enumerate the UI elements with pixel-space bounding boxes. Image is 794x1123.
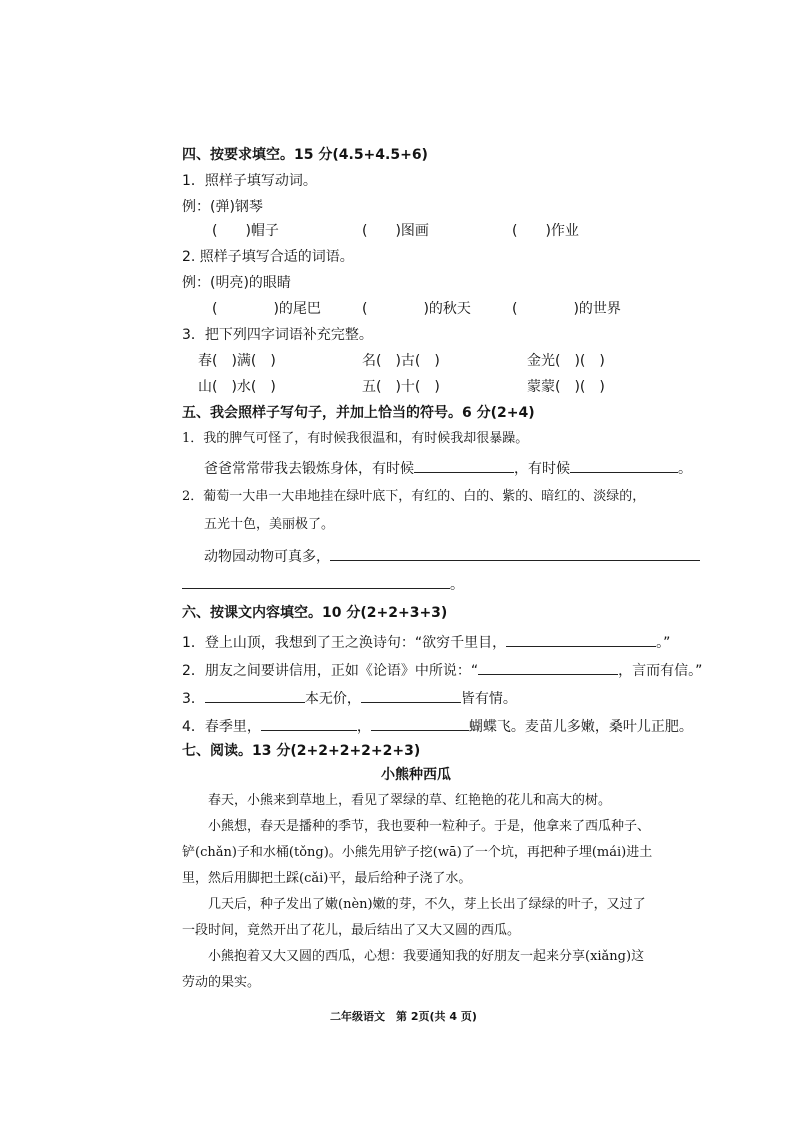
s6-q2-end: ，言而有信。”	[618, 663, 703, 679]
answer-blank-10[interactable]	[371, 716, 469, 731]
answer-blank-9[interactable]	[261, 716, 357, 731]
section4-q1: 1．照样子填写动词。	[182, 173, 317, 189]
section6-q4	[182, 716, 693, 736]
s6-q4-b: 蝴蝶飞。麦苗儿多嫩，桑叶儿正肥。	[468, 719, 693, 735]
section6-q1	[182, 632, 670, 652]
q1-end: 。	[678, 461, 692, 477]
section4-q1-example: 例：(弹)钢琴	[182, 199, 263, 215]
s6-q4-a: 4．春季里，	[182, 719, 261, 735]
q3-row1-1: 春( )满( )	[198, 353, 276, 369]
answer-blank-4[interactable]	[182, 574, 450, 589]
s6-q3-b: 皆有情。	[460, 691, 517, 707]
section5-q1-example: 1．我的脾气可怪了，有时候我很温和，有时候我却很暴躁。	[182, 431, 529, 446]
q1-text-a: 爸爸常常带我去锻炼身体，有时候	[204, 461, 414, 477]
q3-row2-1: 山( )水( )	[198, 379, 276, 395]
page-footer: 二年级语文 第 2页(共 4 页)	[330, 1010, 477, 1023]
section5-q2-answer-line	[204, 546, 700, 566]
q1-item-3: ( )作业	[512, 223, 579, 239]
answer-blank-6[interactable]	[478, 660, 618, 675]
section5-q2-example-line1: 2．葡萄一大串一大串地挂在绿叶底下，有红的、白的、紫的、暗红的、淡绿的，	[182, 489, 646, 504]
q2-item-2: ( )的秋天	[362, 301, 471, 317]
answer-blank-2[interactable]	[570, 458, 678, 473]
section4-q2: 2. 照样子填写合适的词语。	[182, 249, 354, 265]
q2-item-3: ( )的世界	[512, 301, 621, 317]
passage-line-5: 几天后，种子发出了嫩(nèn)嫩的芽，不久，芽上长出了绿绿的叶子，又过了	[182, 897, 646, 912]
q3-row1-3: 金光( )( )	[527, 353, 605, 369]
answer-blank-5[interactable]	[506, 632, 656, 647]
section6-q3	[182, 688, 517, 708]
q2-item-1: ( )的尾巴	[212, 301, 321, 317]
q1-item-2: ( )图画	[362, 223, 429, 239]
section5-heading: 五、我会照样子写句子，并加上恰当的符号。6 分(2+4)	[182, 405, 535, 421]
q1-item-1: ( )帽子	[212, 223, 279, 239]
passage-title: 小熊种西瓜	[381, 767, 451, 783]
passage-line-8: 劳动的果实。	[182, 975, 261, 990]
answer-blank-3[interactable]	[330, 546, 700, 561]
section6-q2	[182, 660, 702, 680]
answer-blank-1[interactable]	[414, 458, 514, 473]
passage-line-3: 铲(chǎn)子和水桶(tǒng)。小熊先用铲子挖(wā)了一个坑，再把种子埋(mái)进土	[182, 845, 653, 860]
section7-heading: 七、阅读。13 分(2+2+2+2+2+3)	[182, 743, 421, 759]
s6-q2-text: 2．朋友之间要讲信用，正如《论语》中所说：“	[182, 663, 479, 679]
passage-line-7: 小熊抱着又大又圆的西瓜，心想：我要通知我的好朋友一起来分享(xiǎng)这	[182, 949, 645, 964]
answer-blank-7[interactable]	[205, 688, 305, 703]
s6-q4-comma: ，	[356, 719, 371, 735]
s6-q1-end: 。”	[656, 635, 671, 651]
q2-prompt: 动物园动物可真多，	[204, 549, 330, 565]
q2-end: 。	[450, 577, 464, 593]
section5-q1-answer-line	[204, 458, 692, 478]
section6-heading: 六、按课文内容填空。10 分(2+2+3+3)	[182, 605, 448, 621]
s6-q1-text: 1．登上山顶，我想到了王之涣诗句：“欲穷千里目，	[182, 635, 507, 651]
passage-line-6: 一段时间，竟然开出了花儿，最后结出了又大又圆的西瓜。	[182, 923, 521, 938]
section4-heading: 四、按要求填空。15 分(4.5+4.5+6)	[182, 147, 428, 163]
passage-line-1: 春天，小熊来到草地上，看见了翠绿的草、红艳艳的花儿和高大的树。	[182, 793, 612, 808]
section4-q3: 3．把下列四字词语补充完整。	[182, 327, 373, 343]
section4-q2-example: 例：(明亮)的眼睛	[182, 275, 291, 291]
passage-line-2: 小熊想，春天是播种的季节，我也要种一粒种子。于是，他拿来了西瓜种子、	[182, 819, 651, 834]
s6-q3-a: 本无价，	[304, 691, 361, 707]
q3-row2-3: 蒙蒙( )( )	[527, 379, 605, 395]
section5-q2-example-line2: 五光十色，美丽极了。	[204, 517, 335, 532]
q1-text-b: ，有时候	[514, 461, 570, 477]
s6-q3-num: 3．	[182, 691, 205, 707]
q3-row1-2: 名( )古( )	[362, 353, 440, 369]
passage-line-4: 里，然后用脚把土踩(cǎi)平，最后给种子浇了水。	[182, 871, 472, 886]
q3-row2-2: 五( )十( )	[362, 379, 440, 395]
answer-blank-8[interactable]	[361, 688, 461, 703]
section5-q2-continuation	[182, 574, 464, 594]
